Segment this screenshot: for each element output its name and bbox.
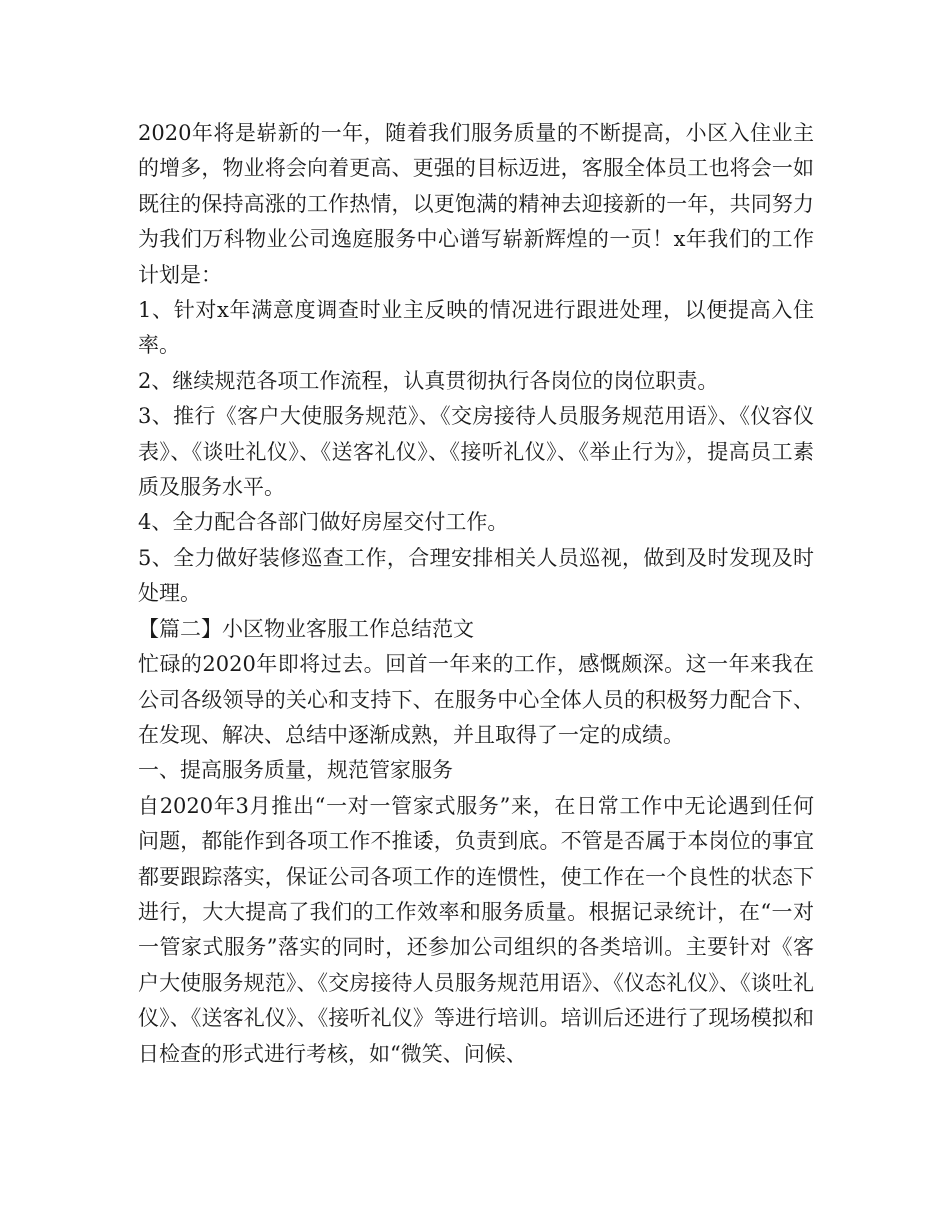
- paragraph-plan-intro: 2020年将是崭新的一年，随着我们服务质量的不断提高，小区入住业主的增多，物业将会向着更高、更强的目标迈进，客服全体员工也将会一如既往的保持高涨的工作热情，以更饱满的精神去迎接新的一年，共同努力为我们万科物业公司逸庭服务中心谱写崭新辉煌的一页！x年我们的工作计划是：: [138, 121, 814, 287]
- paragraph-plan-item-3: 3、推行《客户大使服务规范》、《交房接待人员服务规范用语》、《仪容仪表》、《谈吐礼仪》、《送客礼仪》、《接听礼仪》、《举止行为》，提高员工素质及服务水平。: [138, 404, 814, 500]
- paragraph-summary-intro: 忙碌的2020年即将过去。回首一年来的工作，感慨颇深。这一年来我在公司各级领导的关心和支持下、在服务中心全体人员的积极努力配合下、在发现、解决、总结中逐渐成熟，并且取得了一定的成绩。: [138, 652, 814, 747]
- paragraph-plan-item-1: 1、针对x年满意度调查时业主反映的情况进行跟进处理，以便提高入住率。: [138, 298, 814, 358]
- paragraph-plan-item-2: 2、继续规范各项工作流程，认真贯彻执行各岗位的岗位职责。: [138, 368, 719, 393]
- subheading-service-quality: 一、提高服务质量，规范管家服务: [138, 758, 453, 783]
- paragraph-plan-item-4: 4、全力配合各部门做好房屋交付工作。: [138, 510, 509, 535]
- document-body: [138, 116, 814, 1072]
- paragraph-plan-item-5: 5、全力做好装修巡查工作，合理安排相关人员巡视，做到及时发现及时处理。: [138, 545, 814, 606]
- paragraph-butler-service: 自2020年3月推出“一对一管家式服务”来，在日常工作中无论遇到任何问题，都能作到各项工作不推诿，负责到底。不管是否属于本岗位的事宜都要跟踪落实，保证公司各项工作的连惯性，使工作在一个良性的状态下进行，大大提高了我们的工作效率和服务质量。根据记录统计，在“一对一管家式服务”落实的同时，还参加公司组织的各类培训。主要针对《客户大使服务规范》、《交房接待人员服务规范用语》、《仪态礼仪》、《谈吐礼仪》、《送客礼仪》、《接听礼仪》等进行培训。培训后还进行了现场模拟和日检查的形式进行考核，如“微笑、问候、: [138, 793, 814, 1066]
- section-heading-part-two: 【篇二】小区物业客服工作总结范文: [138, 616, 474, 641]
